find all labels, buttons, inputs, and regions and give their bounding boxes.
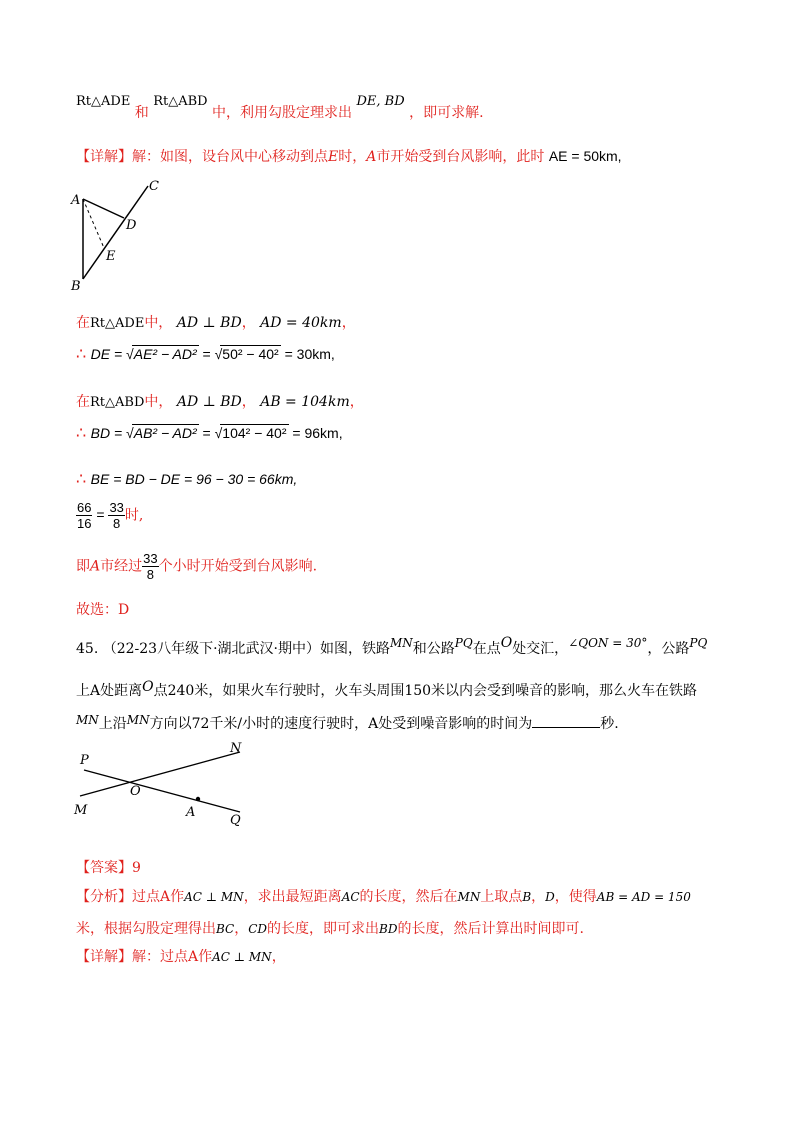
city-a: A — [90, 558, 101, 575]
question-source: （22-23八年级下·湖北武汉·期中） — [102, 641, 320, 657]
a-text: 的长度，然后计算出时间即可. — [397, 921, 584, 937]
end: ， — [341, 315, 356, 331]
triangle-figure — [66, 176, 176, 296]
denominator: 8 — [113, 516, 121, 531]
line-rt-triangles — [76, 94, 484, 121]
answer-blank[interactable] — [532, 715, 600, 728]
fig2-label-o: O — [130, 784, 141, 799]
fig2-label-p: P — [80, 753, 89, 768]
fig1-label-b: B — [71, 279, 81, 294]
cd-label: CD — [248, 922, 268, 936]
sqrt-symbol: √ — [126, 425, 134, 441]
de-result: = 30km, — [280, 346, 335, 362]
denominator: 16 — [77, 516, 92, 531]
b-label: B — [522, 890, 532, 904]
mn-label: MN — [389, 636, 413, 650]
calc-line-1 — [76, 312, 356, 332]
pq-label: PQ — [689, 636, 708, 650]
calc-line-4 — [76, 423, 343, 442]
answer-tag: 【答案】 — [76, 860, 132, 876]
q-text: ，公路 — [647, 641, 690, 657]
be-expression: BE = BD − DE = 96 − 30 = 66km, — [90, 471, 298, 487]
bd-result: = 96km, — [288, 425, 343, 441]
sqrt-104-40: 104² − 40² — [222, 425, 287, 441]
pq-label: PQ — [454, 636, 473, 650]
calc-line-7 — [76, 551, 317, 582]
denominator: 8 — [146, 567, 154, 582]
mn-label: MN — [126, 713, 150, 727]
use-pythagoras-text: 中，利用勾股定理求出 — [212, 105, 353, 121]
rt-abd-label: Rt△ABD — [153, 94, 208, 109]
fig2-label-q: Q — [230, 813, 241, 828]
namely: 即 — [76, 558, 90, 575]
numerator: 33 — [109, 500, 124, 515]
detail-tag: 【详解】 — [76, 949, 132, 965]
o-label: O — [500, 635, 513, 651]
fig2-label-a: A — [186, 805, 196, 820]
a-text: ，求出最短距离 — [243, 889, 342, 905]
mn-label: MN — [457, 890, 481, 904]
a-text: 米，根据勾股定理得出 — [76, 921, 216, 937]
q-text: 在点 — [472, 641, 501, 657]
q-text: 和公路 — [412, 641, 455, 657]
answer-value: 9 — [132, 860, 141, 876]
calc-mid: 中， — [144, 394, 173, 410]
hours-text: 时, — [124, 507, 144, 524]
ad-eq: AD = 40km — [260, 315, 342, 331]
fig2-label-m: M — [74, 803, 88, 818]
q-text: 方向以72千米/小时的速度行驶时，A处受到噪音影响的时间为 — [149, 716, 533, 732]
analysis-line-2 — [76, 918, 584, 938]
ad-perp-bd: AD ⊥ BD — [176, 394, 242, 410]
calc-line-2 — [76, 344, 335, 363]
railway-road-figure — [70, 740, 270, 830]
after: 市经过 — [100, 558, 143, 575]
bd-label: BD — [379, 922, 398, 936]
fig1-label-a: A — [71, 193, 81, 208]
fig1-label-e: E — [106, 249, 116, 264]
a-text: 的长度，即可求出 — [267, 921, 380, 937]
fraction-66-16 — [76, 500, 92, 531]
eq: = — [198, 425, 215, 441]
ab-ad-eq: AB = AD = 150 — [596, 890, 691, 904]
q-text: 点240米，如果火车行驶时，火车头周围150米以内会受到噪音的影响，那么火车在铁路 — [153, 683, 698, 699]
detail-tag: 【详解】 — [76, 149, 132, 165]
a-text: ， — [531, 889, 546, 905]
fraction-33-8 — [142, 551, 158, 582]
answer-45-line — [76, 857, 141, 877]
numerator: 33 — [143, 551, 158, 566]
therefore-symbol: ∴ — [76, 423, 87, 442]
analysis-tag: 【分析】 — [76, 889, 132, 905]
detail-text-2: 时， — [338, 149, 367, 165]
q45-line-2 — [76, 680, 697, 700]
a-text: ， — [234, 921, 249, 937]
d-text: 解：过点A作 — [132, 949, 213, 965]
conclusion: 个小时开始受到台风影响. — [158, 558, 318, 575]
sqrt-symbol: √ — [214, 425, 223, 441]
de-bd-label: DE, BD — [356, 94, 405, 109]
ad-perp-bd: AD ⊥ BD — [176, 315, 242, 331]
detail-line-1 — [76, 146, 622, 166]
therefore-symbol: ∴ — [76, 469, 87, 488]
d-label: D — [545, 890, 555, 904]
city-a: A — [366, 149, 377, 165]
ac-perp-mn: AC ⊥ MN — [212, 950, 272, 964]
q45-line-1 — [76, 635, 708, 658]
eq: = — [198, 346, 215, 362]
end: ， — [349, 394, 364, 410]
q-text: 秒. — [600, 716, 619, 732]
d-text: ， — [271, 949, 286, 965]
q-text: 上A处距离 — [76, 683, 143, 699]
calc-line-5 — [76, 469, 297, 488]
sqrt-symbol: √ — [214, 346, 223, 362]
ac-perp-mn: AC ⊥ MN — [184, 890, 244, 904]
solve-text: ，即可求解. — [409, 105, 484, 121]
rt-ade: Rt△ADE — [90, 316, 145, 331]
and-text: 和 — [134, 105, 149, 121]
sep: ， — [241, 394, 256, 410]
a-text: 过点A作 — [132, 889, 185, 905]
ab-eq: AB = 104km — [260, 394, 350, 410]
calc-line-6 — [76, 500, 143, 531]
detail-text-1: 解：如图，设台风中心移动到点 — [132, 149, 328, 165]
eq: = — [92, 506, 109, 523]
detail-line-2 — [76, 946, 286, 966]
a-text: 的长度，然后在 — [359, 889, 458, 905]
therefore-symbol: ∴ — [76, 344, 87, 363]
sep: ， — [241, 315, 256, 331]
q45-line-3 — [76, 713, 619, 733]
calc-mid: 中， — [144, 315, 173, 331]
point-e: E — [328, 149, 339, 165]
sqrt-symbol: √ — [126, 346, 134, 362]
answer-line: 故选：D — [76, 602, 130, 618]
calc-in: 在 — [76, 315, 90, 331]
fraction-33-8 — [108, 500, 124, 531]
detail-text-3: 市开始受到台风影响，此时 — [376, 149, 545, 165]
fig1-label-c: C — [149, 179, 159, 194]
rt-abd: Rt△ABD — [90, 395, 145, 410]
calc-in: 在 — [76, 394, 90, 410]
sqrt-ae-ad: AE² − AD² — [133, 346, 197, 362]
angle-qon: ∠QON = 30° — [568, 636, 648, 650]
a-text: 上取点 — [480, 889, 523, 905]
bc-label: BC — [216, 922, 235, 936]
bd-lhs: BD = — [90, 425, 127, 441]
q-text: 上沿 — [98, 716, 127, 732]
calc-line-3 — [76, 391, 364, 411]
o-label: O — [142, 679, 154, 695]
analysis-line-1 — [76, 886, 691, 906]
mn-label: MN — [76, 713, 99, 727]
fig1-label-d: D — [126, 218, 137, 233]
rt-ade-label: Rt△ADE — [76, 94, 131, 109]
sqrt-50-40: 50² − 40² — [222, 346, 279, 362]
q-text: 如图，铁路 — [319, 641, 390, 657]
q-text: 处交汇， — [512, 641, 569, 657]
de-lhs: DE = — [90, 346, 127, 362]
sqrt-ab-ad: AB² − AD² — [133, 425, 197, 441]
ac-label: AC — [341, 890, 360, 904]
ae-equation: AE = 50km, — [548, 148, 622, 164]
numerator: 66 — [77, 500, 92, 515]
a-text: ，使得 — [554, 889, 597, 905]
question-number: 45. — [76, 641, 99, 657]
fig2-label-n: N — [230, 741, 242, 756]
